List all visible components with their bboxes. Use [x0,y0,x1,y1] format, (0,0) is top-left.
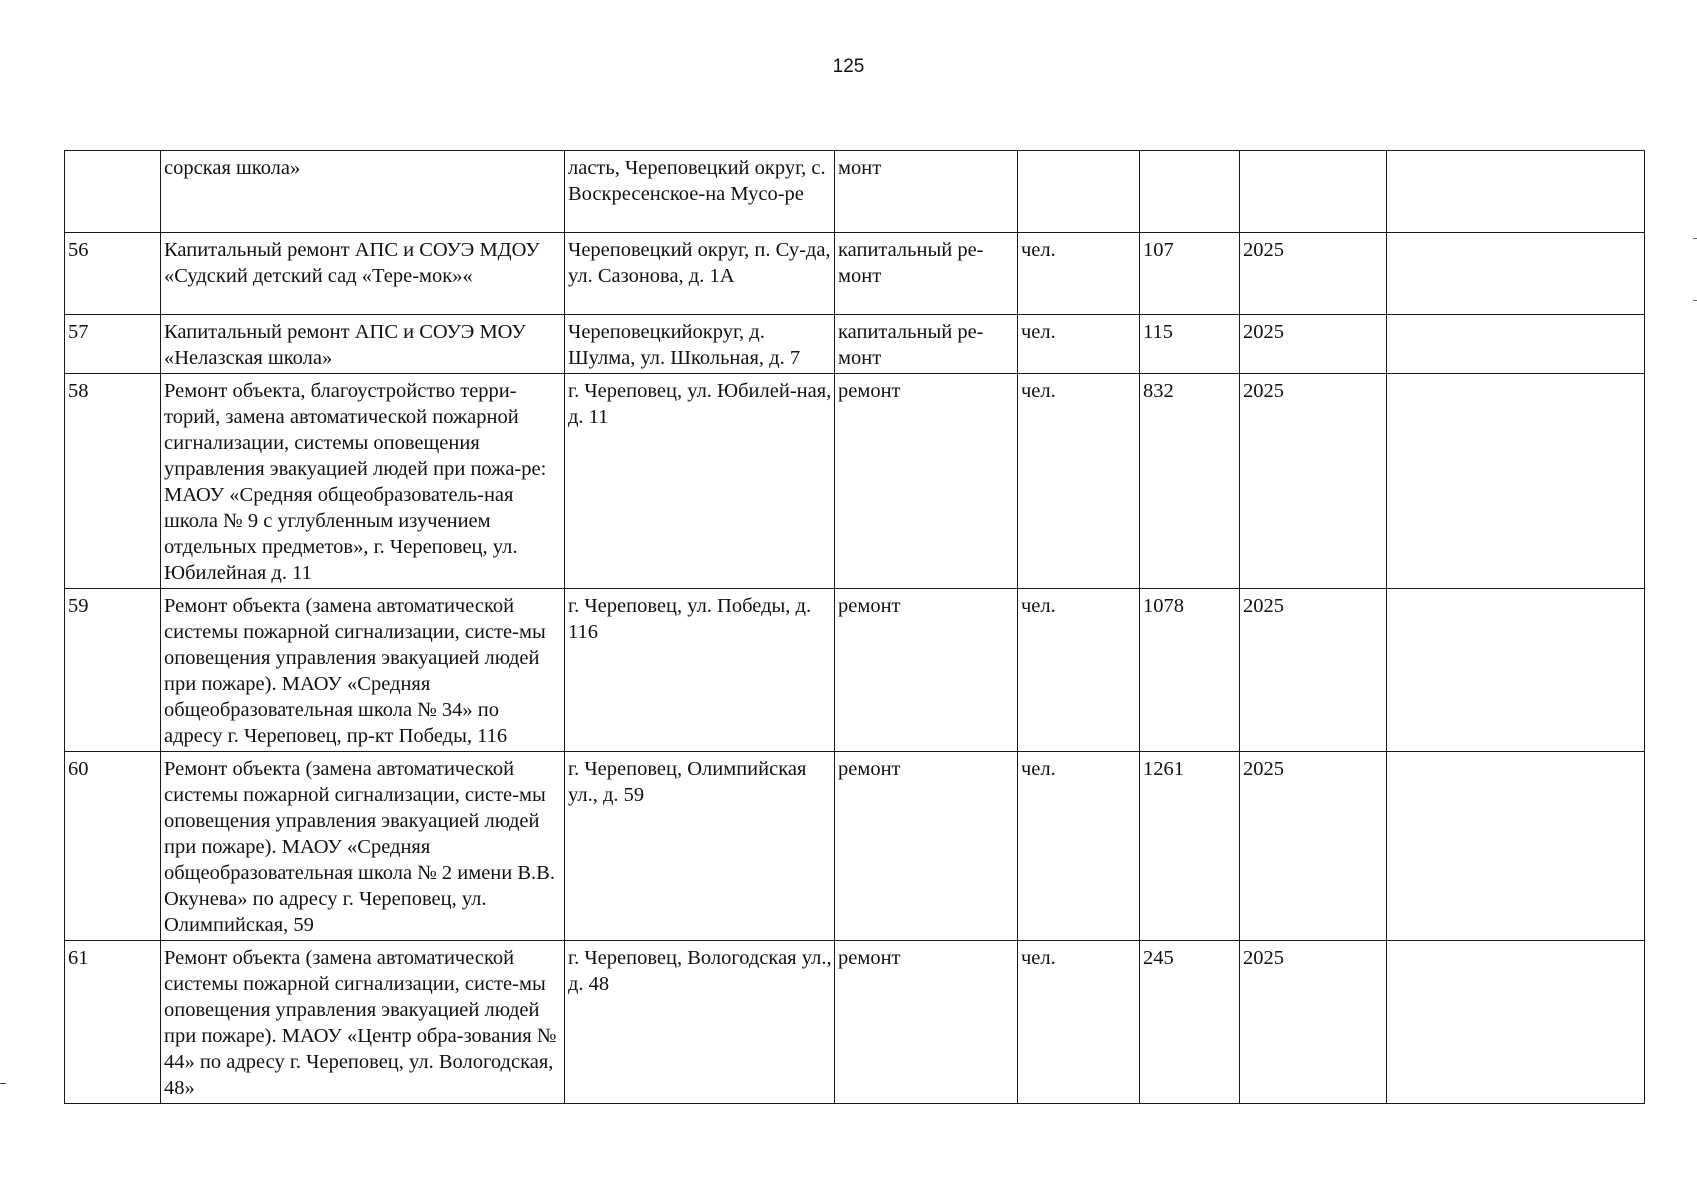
quantity-cell: 245 [1140,941,1240,1104]
table-row [65,752,1645,941]
page-number: 125 [832,56,865,77]
work-type-cell: капитальный ре-монт [835,233,1018,315]
address-cell: г. Череповец, Вологодская ул., д. 48 [565,941,835,1104]
object-name-cell: Ремонт объекта, благоустройство терри-торий, замена автоматической пожарной сигнализации, системы оповещения управления эвакуацией людей при пожа-ре: МАОУ «Средняя общеобразователь-ная школа № 9 с углубленным изучением отдельных предметов», г. Череповец, ул. Юбилейная д. 11 [161,374,565,589]
year-cell: 2025 [1240,752,1387,941]
unit-cell: чел. [1018,374,1140,589]
work-type-cell: ремонт [835,752,1018,941]
extra-cell [1387,315,1645,374]
row-number-cell: 58 [65,374,161,589]
unit-cell: чел. [1018,752,1140,941]
address-cell: г. Череповец, ул. Победы, д. 116 [565,589,835,752]
quantity-cell [1140,151,1240,233]
quantity-cell: 115 [1140,315,1240,374]
quantity-cell: 107 [1140,233,1240,315]
work-type-cell: монт [835,151,1018,233]
row-number-cell: 57 [65,315,161,374]
table-row [65,233,1645,315]
address-cell: Череповецкий округ, п. Су-да, ул. Сазонова, д. 1А [565,233,835,315]
table-row [65,589,1645,752]
quantity-cell: 1261 [1140,752,1240,941]
unit-cell: чел. [1018,233,1140,315]
scan-edge-mark [1693,300,1697,301]
object-name-cell: Капитальный ремонт АПС и СОУЭ МДОУ «Судский детский сад «Тере-мок»« [161,233,565,315]
address-cell: Череповецкийокруг, д. Шулма, ул. Школьная, д. 7 [565,315,835,374]
year-cell: 2025 [1240,941,1387,1104]
unit-cell [1018,151,1140,233]
object-name-cell: Ремонт объекта (замена автоматической системы пожарной сигнализации, систе-мы оповещения управления эвакуацией людей при пожаре). МАОУ «Центр обра-зования № 44» по адресу г. Череповец, ул. Вологодская, 48» [161,941,565,1104]
table-row [65,151,1645,233]
row-number-cell [65,151,161,233]
address-cell: ласть, Череповецкий округ, с. Воскресенское-на Мусо-ре [565,151,835,233]
object-name-cell: Капитальный ремонт АПС и СОУЭ МОУ «Нелазская школа» [161,315,565,374]
work-type-cell: ремонт [835,374,1018,589]
work-type-cell: капитальный ре-монт [835,315,1018,374]
object-name-cell: Ремонт объекта (замена автоматической системы пожарной сигнализации, систе-мы оповещения управления эвакуацией людей при пожаре). МАОУ «Средняя общеобразовательная школа № 34» по адресу г. Череповец, пр-кт Победы, 116 [161,589,565,752]
extra-cell [1387,374,1645,589]
quantity-cell: 832 [1140,374,1240,589]
repair-objects-table [64,150,1645,1104]
scan-edge-mark [1693,238,1697,239]
unit-cell: чел. [1018,315,1140,374]
extra-cell [1387,752,1645,941]
table-row [65,941,1645,1104]
year-cell [1240,151,1387,233]
row-number-cell: 56 [65,233,161,315]
year-cell: 2025 [1240,315,1387,374]
extra-cell [1387,151,1645,233]
row-number-cell: 60 [65,752,161,941]
extra-cell [1387,941,1645,1104]
work-type-cell: ремонт [835,941,1018,1104]
year-cell: 2025 [1240,233,1387,315]
year-cell: 2025 [1240,374,1387,589]
table-row [65,374,1645,589]
object-name-cell: сорская школа» [161,151,565,233]
address-cell: г. Череповец, Олимпийская ул., д. 59 [565,752,835,941]
row-number-cell: 61 [65,941,161,1104]
unit-cell: чел. [1018,589,1140,752]
unit-cell: чел. [1018,941,1140,1104]
object-name-cell: Ремонт объекта (замена автоматической системы пожарной сигнализации, систе-мы оповещения управления эвакуацией людей при пожаре). МАОУ «Средняя общеобразовательная школа № 2 имени В.В. Окунева» по адресу г. Череповец, ул. Олимпийская, 59 [161,752,565,941]
table-row [65,315,1645,374]
extra-cell [1387,589,1645,752]
scan-edge-mark [0,1083,6,1084]
work-type-cell: ремонт [835,589,1018,752]
extra-cell [1387,233,1645,315]
row-number-cell: 59 [65,589,161,752]
year-cell: 2025 [1240,589,1387,752]
quantity-cell: 1078 [1140,589,1240,752]
address-cell: г. Череповец, ул. Юбилей-ная, д. 11 [565,374,835,589]
